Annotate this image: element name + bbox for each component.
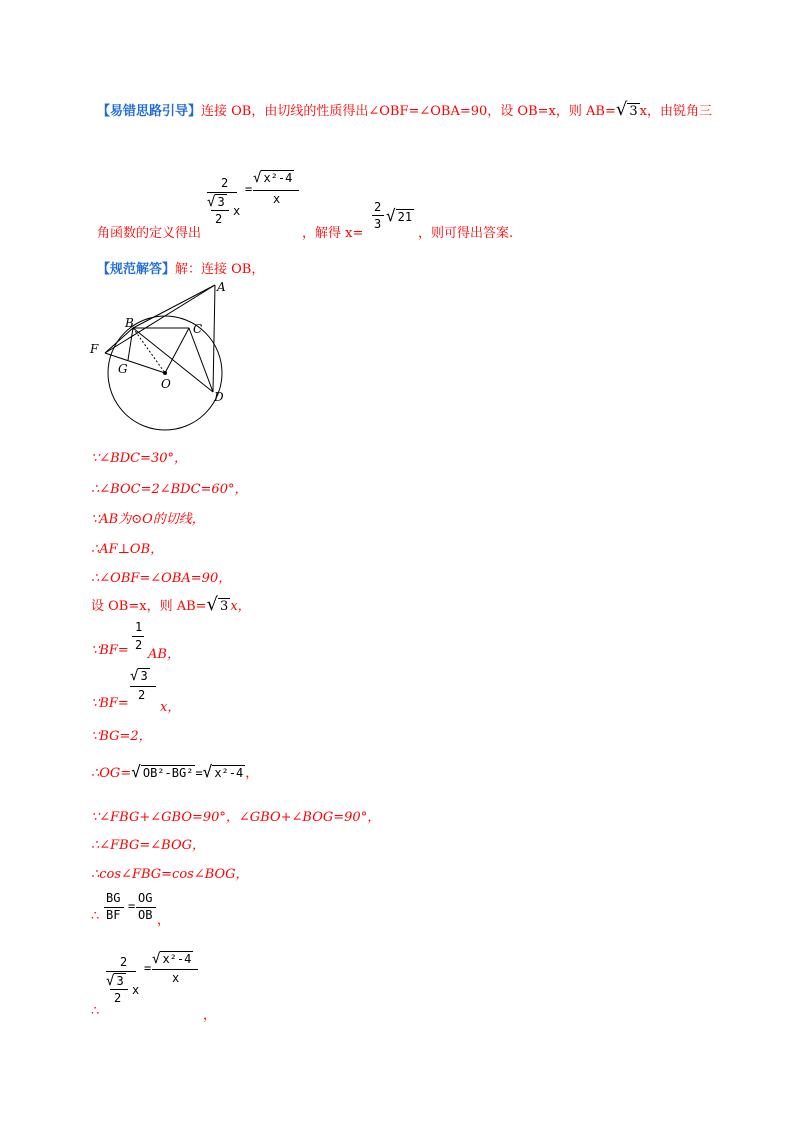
step-4: ∴AF⊥OB，	[91, 542, 164, 557]
label-o: O	[161, 377, 171, 391]
step-15-prefix: ∴	[91, 1004, 100, 1019]
hint-sqrt3: 3	[629, 104, 638, 119]
hint-line-1	[97, 99, 712, 120]
line-bg	[128, 328, 133, 360]
hint-equation	[205, 170, 315, 230]
step-14-suffix: ，	[157, 913, 171, 928]
step-11: ∵∠FBG+∠GBO=90°，∠GBO+∠BOG=90°，	[91, 810, 381, 825]
hint-solution-value: 2 3 √ 21	[374, 200, 413, 231]
hint-line2-prefix: 角函数的定义得出	[97, 226, 202, 241]
line-ad	[213, 285, 215, 392]
sqrt-sign: √	[615, 99, 628, 120]
step-14-fractions: BG BF = OG OB	[104, 891, 164, 927]
eq-top-two: 2	[221, 176, 229, 190]
step-13: ∴cos∠FBG=cos∠BOG，	[91, 867, 249, 882]
label-a: A	[217, 280, 226, 294]
hint-text-1: 连接 OB，由切线的性质得出∠OBF=∠OBA=90，设 OB=x，则 AB=	[201, 104, 616, 119]
step-7-fraction: 1 2	[132, 620, 146, 656]
eq-rhs-bar	[253, 190, 299, 191]
step-12: ∴∠FBG=∠BOG，	[91, 838, 205, 853]
step-8-suffix: x，	[160, 700, 181, 715]
step-8-prefix: ∵BF=	[91, 696, 129, 711]
eq-bar-1	[207, 192, 237, 193]
step-9: ∵BG=2，	[91, 729, 152, 744]
label-g: G	[118, 362, 128, 376]
step-10: ∴OG=√ OB²-BG² =√ x²-4 ，	[91, 762, 259, 781]
line-ab	[133, 285, 215, 328]
step-8-fraction: √ 3 2	[130, 668, 160, 708]
label-d: D	[214, 390, 224, 404]
step-15-equation: 2 √ 3 2 x = √ x²-4 x	[104, 951, 214, 1011]
eq-rhs-num: √ x²-4	[253, 170, 293, 186]
point-o	[163, 371, 167, 375]
eq-x: x	[233, 204, 241, 218]
eq-equals: =	[245, 182, 253, 196]
step-7-suffix: AB，	[148, 647, 180, 662]
geometry-figure	[85, 275, 235, 440]
step-2: ∴∠BOC=2∠BDC=60°，	[91, 482, 248, 497]
hint-tag: 【易错思路引导】	[97, 104, 202, 119]
label-c: C	[193, 322, 203, 336]
step-1: ∵∠BDC=30°，	[91, 451, 188, 466]
line-fo	[105, 353, 165, 373]
step-14-prefix: ∴	[91, 909, 100, 924]
hint-line2-suffix: ，则可得出答案.	[418, 226, 514, 241]
step-7-prefix: ∵BF=	[91, 643, 129, 658]
hint-text-2: x，由锐角三	[639, 104, 712, 119]
solution-intro: 解：连接 OB，	[175, 262, 265, 277]
line-bo	[133, 328, 165, 373]
step-3: ∵AB为⊙O的切线，	[91, 512, 205, 527]
label-f: F	[90, 342, 99, 356]
solution-tag: 【规范解答】	[97, 262, 176, 277]
hint-line2-mid: ，解得 x=	[302, 226, 364, 241]
line-co	[165, 328, 189, 373]
eq-rhs-den: x	[273, 192, 281, 206]
step-6: 设 OB=x，则 AB=√ 3 x，	[91, 594, 251, 615]
step-5: ∴∠OBF=∠OBA=90，	[91, 571, 232, 586]
line-af	[105, 285, 215, 353]
hint-line-2	[97, 222, 201, 241]
step-15-suffix: ，	[203, 1008, 217, 1023]
eq-sqrt3: √ 3	[207, 194, 225, 210]
eq-den-two: 2	[215, 212, 223, 226]
line-fb	[105, 328, 133, 353]
label-b: B	[125, 316, 134, 330]
eq-bar-2	[211, 210, 229, 211]
